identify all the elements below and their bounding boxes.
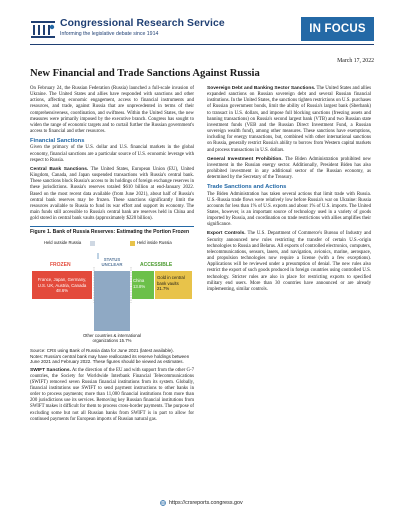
investment-paragraph <box>207 157 371 182</box>
investment-runin: General Investment Prohibition. <box>207 156 283 162</box>
legend-abroad-swatch <box>90 241 95 246</box>
intro-paragraph: On February 24, the Russian Federation (Russia) launched a full-scale invasion of Ukraine. The United States and allies have responded with sanctions and other actions, affecting economic engagement, access to financial instruments and resources, and trade, against Russia that are unprecedented in terms of their comprehensiveness, coordination, and swiftness. Within the United States, the new measures were primarily imposed by the executive branch. Congress has sought to widen the range of economic targets and to curtail further the Russian government's access to financial and other resources. <box>30 86 194 135</box>
china-text: China 13.8% <box>133 278 146 289</box>
export-controls-paragraph <box>207 231 371 293</box>
central-bank-runin: Central Bank Sanctions. <box>30 166 89 172</box>
legend-abroad-label: Held outside Russia <box>44 240 82 246</box>
sovereign-paragraph <box>207 86 371 154</box>
swift-runin: SWIFT Sanctions. <box>30 367 71 373</box>
left-column <box>30 86 194 426</box>
figure-notes: Notes: Russia's central bank may have reallocated its reserve holdings between June 2021 and February 2022. These figures should be viewed as estimates. <box>30 353 190 365</box>
right-column <box>207 86 371 296</box>
globe-icon <box>160 500 166 506</box>
accessible-label: ACCESSIBLE <box>140 262 173 269</box>
export-controls-text: The U.S. Department of Commerce's Bureau of Industry and Security announced new rules restricting the transfer of certain U.S.-origin technologies to Russia and Belarus. All exports of controlled electronics, computers, telecommunications, sensors, lasers, and navigation, avionics, marine, aerospace, and propulsion technologies now require a license (with a few exceptions). Applications will be reviewed under a presumption of denial. The new rules also restrict the export of such goods produced in foreign countries using controlled U.S. technology. Stricter rules are also in place for restricting exports to specified military end users. More than 30 countries have announced or are already implementing, similar controls. <box>207 231 371 292</box>
trade-heading: Trade Sanctions and Actions <box>207 184 287 191</box>
figure-source: Source: CRS using Bank of Russia data for June 2021 (latest available). <box>30 348 174 354</box>
swift-paragraph <box>30 368 194 423</box>
central-bank-text: The United States, European Union (EU), United Kingdom, Canada, and Japan suspended transactions with Russia's central bank. These sanctions block Russia's access to its holdings of foreign exchange reserves in these jurisdictions. Russia's reserves totaled $610 billion at end-January 2022. Based on the most recent data available (from June 2021), about half of Russia's central bank reserves may be frozen. These sanctions significantly limit the resources available to Russia to fund its war effort and support its economy. The main funds still accessible to Russia's central bank are reserves held in China and gold stored in central bank vaults (approximately $220 billion). <box>30 166 195 222</box>
sovereign-text: The United States and allies expanded sanctions on Russian sovereign debt and several Russian financial institutions. In the United States, the sanctions tighten restrictions on U.S. purchases of Russian government bonds, limit the ability of Russia's largest bank (Sberbank) to transact in U.S. dollars, and impose full blocking sanctions (freezing assets and banning transactions) on Russia's second largest bank (VTB) and two Russian state investment funds (VEB and the Russian Direct Investment Fund, a Russian sovereign wealth fund), among other measures. These sanctions have exemptions, including for energy transactions, but, combined with other international sanctions on Russia, generally restrict Russia's ability to borrow from Western capital markets and process transactions in U.S. dollars. <box>207 86 372 153</box>
crs-logo-icon <box>30 18 56 40</box>
org-name: Congressional Research Service <box>60 18 225 29</box>
report-header <box>0 0 400 48</box>
footer-url-link[interactable]: https://crsreports.congress.gov <box>169 500 243 506</box>
financial-sanctions-heading: Financial Sanctions <box>30 138 85 145</box>
unclear-block <box>94 271 130 331</box>
swift-text: At the direction of the EU and with support from the other G-7 countries, the Society for Worldwide Interbank Financial Telecommunications (SWIFT) removed seven Russian financial institutions from its system. Globally, financial institutions use SWIFT to send payment instructions to other banks in order to process payments; more than 11,000 financial institutions from more than 200 jurisdictions use its services. Removing key Russian financial institutions from SWIFT makes it difficult for them to process cross-border payments. The purpose of excluding some but not all Russian banks from SWIFT is in part to allow for continued payments for European imports of Russian natural gas. <box>30 367 195 422</box>
central-bank-paragraph <box>30 167 194 222</box>
legend-inside-label: Held inside Russia <box>137 240 172 246</box>
legend-inside-swatch <box>130 241 135 246</box>
sovereign-runin: Sovereign Debt and Banking Sector Sanctions. <box>207 86 316 91</box>
figure-title: Figure 1. Bank of Russia Reserves: Estimating the Portion Frozen <box>30 226 194 235</box>
frozen-label: FROZEN <box>50 262 71 269</box>
header-rule <box>30 44 374 45</box>
investment-text: The Biden Administration prohibited new investment in the Russian energy sector. Additionally, President Biden has also prohibited investment in any additional sector of the Russian economy, as determined by the Secretary of the Treasury. <box>207 156 371 181</box>
series-badge: IN FOCUS <box>301 17 374 41</box>
status-unclear-label: STATUS UNCLEAR <box>101 257 123 268</box>
figure-1 <box>30 226 194 364</box>
gold-text: Gold in central bank vaults 21.7% <box>157 275 185 292</box>
frozen-countries-text: France, Japan, Germany, U.S. UK, Austria, Canada 48.6% <box>37 277 87 294</box>
trade-paragraph: The Biden Administration has taken several actions that limit trade with Russia. U.S.-Russia trade flows were relatively low before Russia's war on Ukraine: Russia accounts for less than 1% of U.S. exports and about 1% of U.S. imports. The United States, however, is an important source of technology used in a variety of goods imported by Russia, and coordination on trade restrictions with allies amplifies their significance. <box>207 191 371 228</box>
report-date: March 17, 2022 <box>337 58 374 64</box>
page-title: New Financial and Trade Sanctions Against Russia <box>30 68 260 79</box>
reserves-diagram <box>30 237 194 347</box>
export-controls-runin: Export Controls. <box>207 231 246 237</box>
org-tagline: Informing the legislative debate since 1914 <box>60 31 159 37</box>
other-countries-text: Other countries & international organizations 15.7% <box>82 333 142 344</box>
financial-sanctions-paragraph: Given the primacy of the U.S. dollar and U.S. financial markets in the global economy, financial sanctions are a particular source of U.S. economic leverage with respect to Russia. <box>30 145 194 163</box>
